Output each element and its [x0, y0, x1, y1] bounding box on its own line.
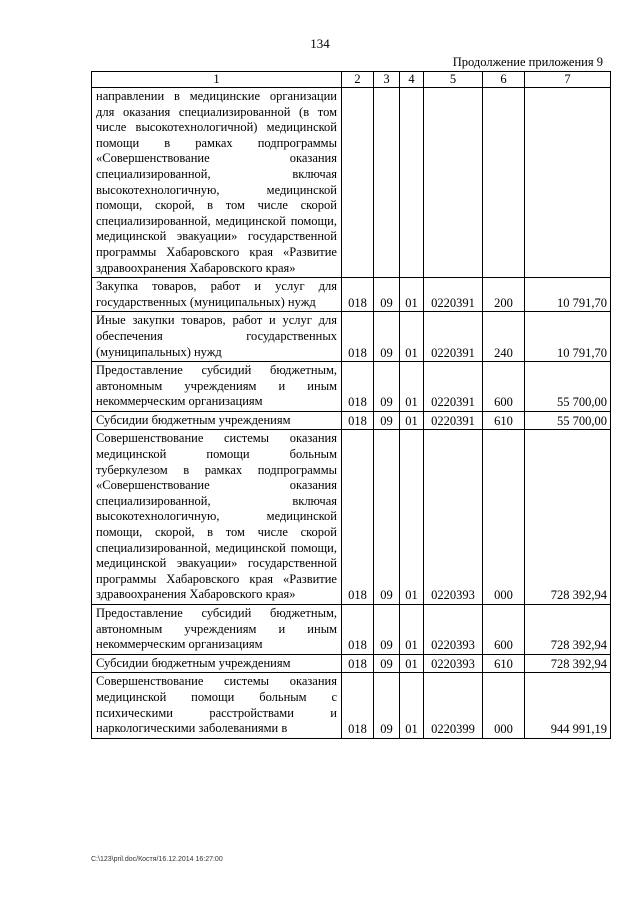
ministry-code: 018: [342, 430, 374, 605]
target-article-code: 0220391: [424, 411, 483, 430]
section-code: [374, 88, 400, 278]
column-header: 7: [525, 72, 611, 88]
table-row: [92, 654, 611, 673]
ministry-code: [342, 88, 374, 278]
target-article-code: 0220391: [424, 312, 483, 362]
expense-type-code: 240: [483, 312, 525, 362]
row-name: Закупка товаров, работ и услуг для государственных (муниципальных) нужд: [92, 278, 342, 312]
subsection-code: [400, 88, 424, 278]
column-header: 5: [424, 72, 483, 88]
row-name: Совершенствование системы оказания медицинской помощи больным с психическими расстройствами и наркологическими заболеваниями в: [92, 673, 342, 738]
column-header: 2: [342, 72, 374, 88]
section-code: 09: [374, 411, 400, 430]
footer-file-path: C:\123\pril.doc/Костя/16.12.2014 16:27:00: [91, 856, 223, 863]
amount: 728 392,94: [525, 654, 611, 673]
ministry-code: 018: [342, 362, 374, 412]
header-row: [92, 72, 611, 88]
table-row: [92, 430, 611, 605]
table-row: [92, 605, 611, 655]
target-article-code: 0220393: [424, 430, 483, 605]
row-name: Совершенствование системы оказания медицинской помощи больным туберкулезом в рамках подпрограммы «Совершенствование оказания специализированной, включая высокотехнологичную, медицинской помощи, скорой, в том числе скорой специализированной, медицинской помощи, медицинской эвакуации» государственной программы Хабаровского края «Развитие здравоохранения Хабаровского края»: [92, 430, 342, 605]
target-article-code: 0220391: [424, 278, 483, 312]
row-name: Предоставление субсидий бюджетным, автономным учреждениям и иным некоммерческим организациям: [92, 362, 342, 412]
table-row: [92, 362, 611, 412]
subsection-code: 01: [400, 673, 424, 738]
continuation-label: Продолжение приложения 9: [452, 55, 603, 69]
section-code: 09: [374, 654, 400, 673]
amount: 10 791,70: [525, 312, 611, 362]
section-code: 09: [374, 605, 400, 655]
amount: 55 700,00: [525, 362, 611, 412]
column-header: 3: [374, 72, 400, 88]
expense-type-code: 610: [483, 411, 525, 430]
expense-type-code: 000: [483, 673, 525, 738]
amount: 10 791,70: [525, 278, 611, 312]
ministry-code: 018: [342, 654, 374, 673]
amount: 55 700,00: [525, 411, 611, 430]
ministry-code: 018: [342, 278, 374, 312]
table-row: [92, 278, 611, 312]
row-name: Предоставление субсидий бюджетным, автономным учреждениям и иным некоммерческим организациям: [92, 605, 342, 655]
expense-type-code: 600: [483, 362, 525, 412]
ministry-code: 018: [342, 673, 374, 738]
budget-table: [91, 71, 611, 739]
subsection-code: 01: [400, 605, 424, 655]
target-article-code: 0220393: [424, 654, 483, 673]
section-code: 09: [374, 430, 400, 605]
expense-type-code: 600: [483, 605, 525, 655]
row-name: Иные закупки товаров, работ и услуг для обеспечения государственных (муниципальных) нужд: [92, 312, 342, 362]
target-article-code: 0220399: [424, 673, 483, 738]
section-code: 09: [374, 278, 400, 312]
section-code: 09: [374, 312, 400, 362]
expense-type-code: 610: [483, 654, 525, 673]
amount: 728 392,94: [525, 605, 611, 655]
target-article-code: 0220393: [424, 605, 483, 655]
page-number: 134: [310, 36, 330, 51]
ministry-code: 018: [342, 312, 374, 362]
target-article-code: [424, 88, 483, 278]
ministry-code: 018: [342, 605, 374, 655]
target-article-code: 0220391: [424, 362, 483, 412]
column-header: 1: [92, 72, 342, 88]
row-name: направлении в медицинские организации для оказания специализированной (в том числе высокотехнологичной) медицинской помощи в рамках подпрограммы «Совершенствование оказания специализированной, включая высокотехнологичную, медицинской помощи, скорой, в том числе скорой специализированной, медицинской помощи, медицинской эвакуации» государственной программы Хабаровского края «Развитие здравоохранения Хабаровского края»: [92, 88, 342, 278]
amount: 728 392,94: [525, 430, 611, 605]
column-header: 4: [400, 72, 424, 88]
row-name: Субсидии бюджетным учреждениям: [92, 654, 342, 673]
table-row: [92, 673, 611, 738]
subsection-code: 01: [400, 362, 424, 412]
subsection-code: 01: [400, 411, 424, 430]
expense-type-code: 200: [483, 278, 525, 312]
table-row: [92, 312, 611, 362]
row-name: Субсидии бюджетным учреждениям: [92, 411, 342, 430]
section-code: 09: [374, 673, 400, 738]
expense-type-code: [483, 88, 525, 278]
subsection-code: 01: [400, 430, 424, 605]
amount: 944 991,19: [525, 673, 611, 738]
subsection-code: 01: [400, 312, 424, 362]
ministry-code: 018: [342, 411, 374, 430]
subsection-code: 01: [400, 654, 424, 673]
subsection-code: 01: [400, 278, 424, 312]
amount: [525, 88, 611, 278]
table-row: [92, 88, 611, 278]
section-code: 09: [374, 362, 400, 412]
expense-type-code: 000: [483, 430, 525, 605]
column-header: 6: [483, 72, 525, 88]
table-row: [92, 411, 611, 430]
